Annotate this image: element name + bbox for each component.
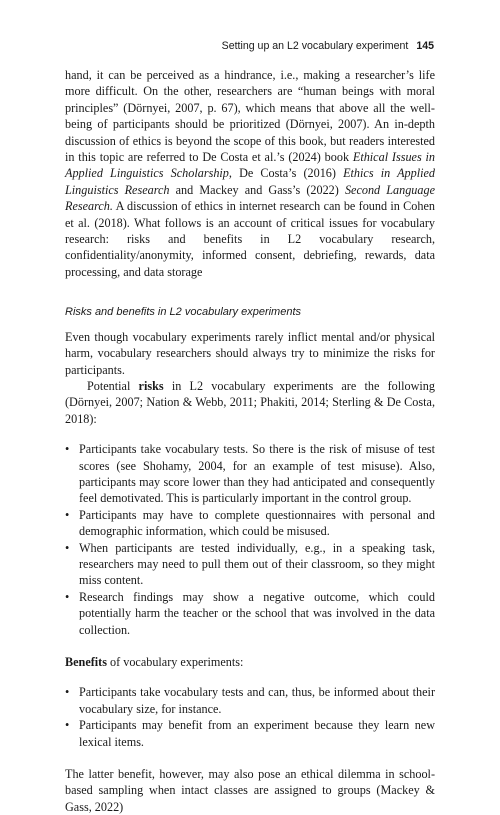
intro-text-4: A discussion of ethics in internet research can be found in Cohen et al. (2018). What follows is an account of critical issues for vocabulary research: risks and benefits in L2 vocabulary research, confidentiality/anonymity, informed consent, debriefing, rewards, data processing, and data storage [65,199,435,279]
book-title-ethics-research: Ethics in Applied Linguistics Research [65,166,435,197]
risks-intro-text-2: in L2 vocabulary experiments are the following (Dörnyei, 2007; Nation & Webb, 2011; Phakiti, 2014; Sterling & De Costa, 2018): [65,378,435,426]
benefits-intro-text: of vocabulary experiments: [106,655,244,669]
intro-text-1: hand, it can be perceived as a hindrance, i.e., making a researcher’s life more difficult. On the other, researchers are “human beings with moral principles” (Dörnyei, 2007, p. 67), which means that above all the well-being of participants should be prioritized (Dörnyei, 2007). An in-depth discussion of ethics is beyond the scope of this book, but readers interested in this topic are referred to De Costa et al.’s (2024) book [65,68,435,165]
risks-list [65,441,435,638]
bullet: • [65,442,70,457]
body-text [65,67,435,815]
bullet: • [65,685,70,700]
list-item-text: Research findings may show a negative outcome, which could potentially harm the teacher or the school that was involved in the data collection. [79,589,435,637]
intro-paragraph [65,67,435,280]
list-item-text: Participants take vocabulary tests and can, thus, be informed about their vocabulary size, for instance. [79,685,435,716]
list-item-text: Participants may have to complete questionnaires with personal and demographic information, which could be misused. [79,507,435,539]
bullet: • [65,507,70,522]
spacer [65,638,435,654]
list-item [65,507,435,540]
risks-intro-text-1: Potential [87,378,139,393]
running-header [222,40,434,52]
spacer [65,750,435,766]
paragraph-latter-benefit: The latter benefit, however, may also pose an ethical dilemma in school-based sampling when intact classes are assigned to groups (Mackey & Gass, 2022) [65,767,435,814]
benefits-list [65,684,435,750]
risks-term: risks [138,378,164,393]
paragraph-benefits-intro [65,654,435,670]
paragraph-harm: Even though vocabulary experiments rarely inflict mental and/or physical harm, vocabulary researchers should always try to minimize the risks for participants. [65,329,435,377]
intro-text-2: , De Costa’s (2016) [228,166,344,181]
page-number: 145 [416,40,434,52]
list-item-text: When participants are tested individually, e.g., in a speaking task, researchers may need to pull them out of their classroom, so they might miss content. [79,540,435,588]
benefits-term: Benefits [65,655,107,669]
bullet: • [65,718,70,733]
paragraph-risks-intro [65,378,435,427]
section-heading: Risks and benefits in L2 vocabulary experiments [65,306,302,319]
running-title: Setting up an L2 vocabulary experiment [221,40,409,52]
book-title-second-language: Second Language Research. [65,182,435,214]
list-item [65,540,435,589]
list-item [65,589,435,638]
bullet: • [65,540,70,555]
list-item-text: Participants may benefit from an experiment because they learn new lexical items. [79,718,435,749]
list-item [65,684,435,717]
intro-text-3: and Mackey and Gass’s (2022) [169,182,345,197]
bullet: • [65,589,70,604]
list-item [65,441,435,507]
list-item [65,717,435,750]
book-title-ethical-issues: Ethical Issues in Applied Linguistics Scholarship [65,150,435,181]
list-item-text: Participants take vocabulary tests. So there is the risk of misuse of test scores (see Shohamy, 2004, for an example of test misuse). Also, participants may score lower than they had anticipated and consequently feel demotivated. This is particularly important in the control group. [79,442,435,506]
